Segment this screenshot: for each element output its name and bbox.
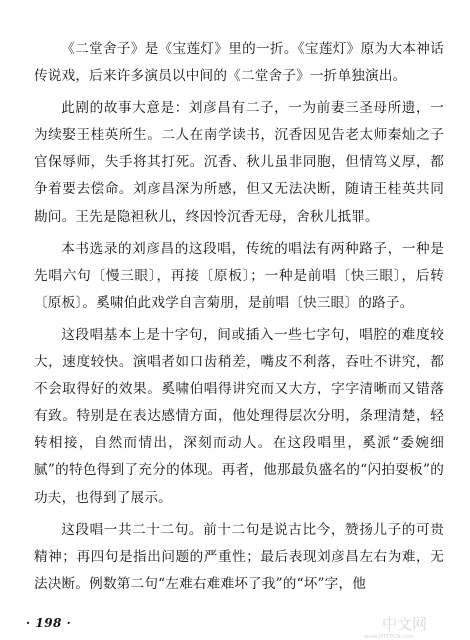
paragraph-singing-styles: 本书选录的刘彦昌的这段唱，传统的唱法有两种路子，一种是先唱六句〔慢三眼〕，再接〔原板〕；一种是前唱〔快三眼〕，后转〔原板〕。奚啸伯此戏学自言菊朋，是前唱〔快三眼〕的路子。 <box>34 240 444 311</box>
body-text <box>34 36 444 603</box>
paragraph-structure: 这段唱一共二十二句。前十二句是说古比今，赞扬儿子的可贵精神；再四句是指出问题的严重性；最后表现刘彦昌左右为难，无法决断。例数第二句“左难右难难坏了我”的“坏”字，他 <box>34 521 444 592</box>
watermark-logo <box>360 612 470 640</box>
watermark-logo-text: 中文网 <box>382 615 428 633</box>
watermark-url-text: www.HTTPCN.com <box>364 634 415 640</box>
page-number: · 198 · <box>26 616 72 630</box>
paragraph-performance: 这段唱基本上是十字句，间或插入一些七字句，唱腔的难度较大，速度较快。演唱者如口齿稍差，嘴皮不利落，吞吐不讲究，都不会取得好的效果。奚啸伯唱得讲究而又大方，字字清晰而又错落有致。特别是在表达感情方面，他处理得层次分明，条理清楚，轻转相接，自然而情出，深刻而动人。在这段唱里，奚派“委婉细腻”的特色得到了充分的体现。再者，他那最负盛名的“闪拍耍板”的功夫，也得到了展示。 <box>34 326 444 506</box>
paragraph-story: 此剧的故事大意是：刘彦昌有二子，一为前妻三圣母所遗，一为续娶王桂英所生。二人在南学读书，沉香因见告老太师秦灿之子官保辱师，失手将其打死。沉香、秋儿虽非同胞，但情笃义厚，都争着要去偿命。刘彦昌深为所感，但又无法决断，随请王桂英共同勘问。王先是隐袒秋儿，终因怜沉香无母，舍秋儿抵罪。 <box>34 100 444 225</box>
paragraph-intro: 《二堂舍子》是《宝莲灯》里的一折。《宝莲灯》原为大本神话传说戏，后来许多演员以中间的《二堂舍子》一折单独演出。 <box>34 41 444 85</box>
